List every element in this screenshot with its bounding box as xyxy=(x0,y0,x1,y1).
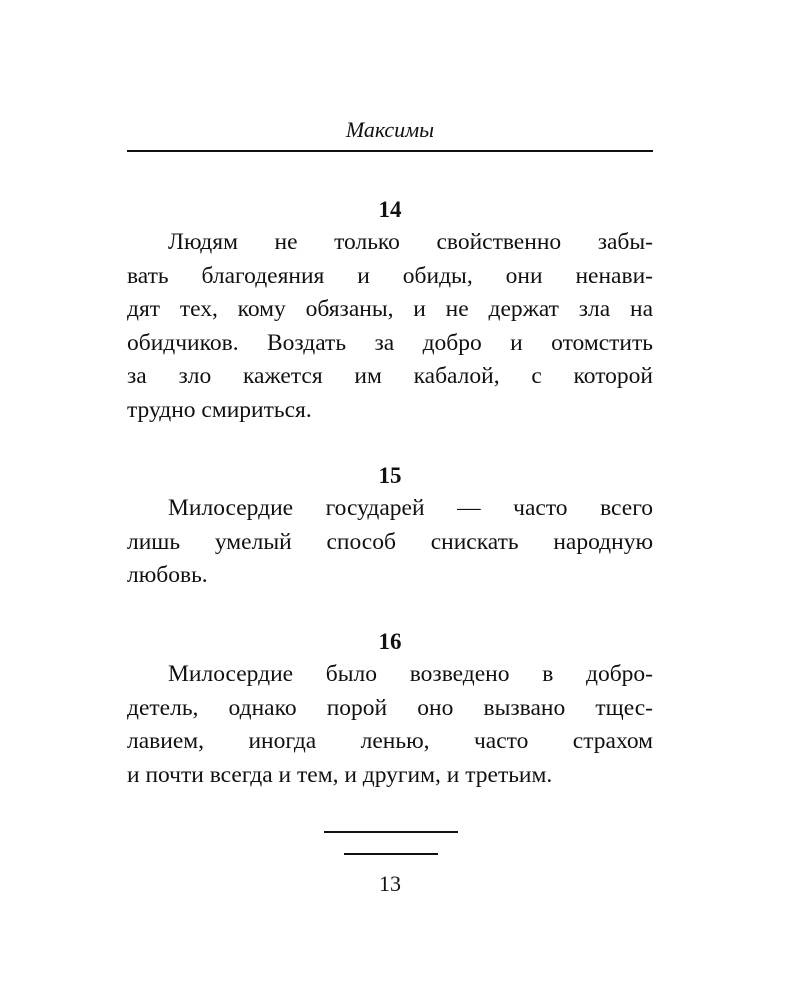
page-number: 13 xyxy=(379,871,401,896)
maxim-number: 16 xyxy=(378,629,402,654)
text-line: лишь умелый способ снискать народную xyxy=(127,528,653,555)
header-rule xyxy=(127,150,653,152)
text-line: за зло кажется им кабалой, с которой xyxy=(127,363,653,389)
maxim-number: 14 xyxy=(378,197,402,222)
text-line: Людям не только свойственно забы- xyxy=(168,229,653,255)
text-line: лавием, иногда ленью, часто страхом xyxy=(127,728,653,754)
running-title: Максимы xyxy=(345,117,435,142)
text-line: обидчиков. Воздать за добро и отомстить xyxy=(127,329,653,356)
text-line: Милосердие было возведено в добро- xyxy=(168,661,653,687)
text-line: трудно смириться. xyxy=(127,396,312,423)
maxim-text xyxy=(127,492,653,593)
text-line: вать благодеяния и обиды, они ненави- xyxy=(127,262,653,289)
text-line: детель, однако порой оно вызвано тщес- xyxy=(127,694,653,721)
maxim-number: 15 xyxy=(378,463,402,488)
text-line: дят тех, кому обязаны, и не держат зла на xyxy=(127,296,653,322)
text-line: Милосердие государей — часто всего xyxy=(168,495,653,521)
maxim-text xyxy=(127,658,653,792)
maxim-text xyxy=(127,226,653,427)
text-line: и почти всегда и тем, и другим, и третьим. xyxy=(127,761,553,788)
text-line: любовь. xyxy=(127,562,208,588)
footer-rule-short xyxy=(344,853,438,855)
footer-rule-long xyxy=(324,831,458,833)
